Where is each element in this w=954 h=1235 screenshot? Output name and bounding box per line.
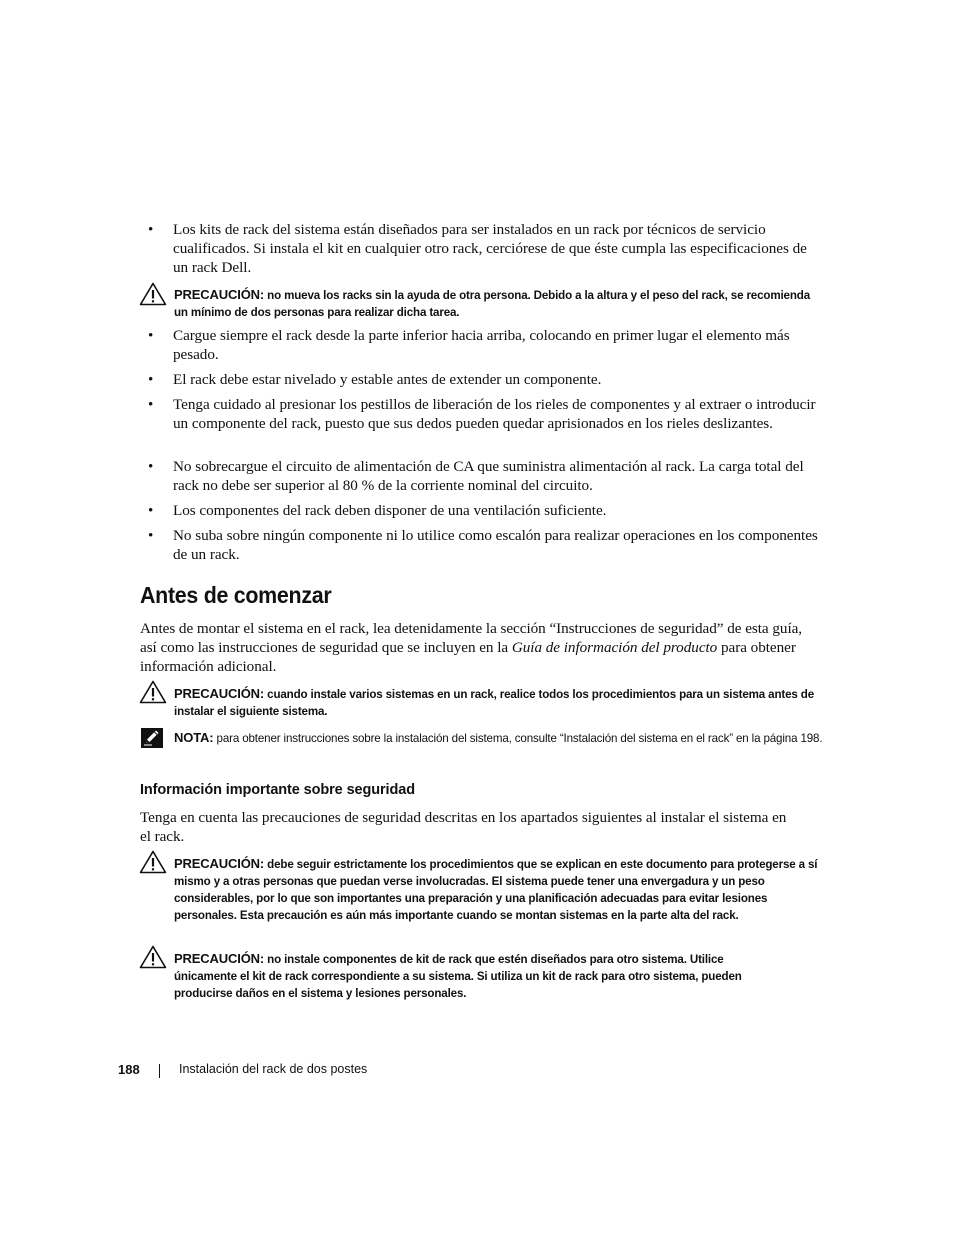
note-pencil-icon	[140, 727, 164, 749]
footer-separator	[159, 1064, 160, 1078]
intro-text: Antes de montar el sistema en el rack, lea detenidamente la sección “Instrucciones de seguridad” de esta guía, así como las instrucciones de seguridad que se incluyen en la	[140, 620, 803, 656]
list-item-text: Los kits de rack del sistema están diseñados para ser instalados en un rack por técnicos de servicio cualificados. Si instala el kit en cualquier otro rack, cerciórese de que éste cumpla las especificaciones de un rack Dell.	[173, 221, 807, 276]
intro-text-end: para obtener información adicional.	[140, 639, 796, 675]
subsection-intro: Tenga en cuenta las precauciones de seguridad descritas en los apartados siguientes al instalar el sistema en el rack.	[140, 809, 787, 845]
list-item	[148, 526, 820, 564]
caution-label: PRECAUCIÓN:	[174, 287, 265, 302]
list-item	[148, 370, 820, 389]
warning-triangle-icon	[139, 850, 167, 874]
bullet-dot: •	[148, 458, 154, 475]
note-text: para obtener instrucciones sobre la instalación del sistema, consulte “Instalación del sistema en el rack” en la página 198.	[216, 732, 823, 745]
bullet-dot: •	[148, 327, 154, 344]
caution-text: no instale componentes de kit de rack que estén diseñados para otro sistema. Utilice únicamente el kit de rack correspondiente a su sistema. Si utiliza un kit de rack para otro sistema, pueden producirse daños en el sistema y lesiones personales.	[174, 953, 742, 1000]
bullet-dot: •	[148, 371, 154, 388]
list-item	[148, 457, 820, 495]
list-item	[148, 326, 820, 364]
list-item-text: No sobrecargue el circuito de alimentación de CA que suministra alimentación al rack. La carga total del rack no debe ser superior al 80 % de la corriente nominal del circuito.	[173, 458, 804, 494]
intro-italic-title: Guía de información del producto	[511, 639, 718, 656]
warning-triangle-icon	[139, 945, 167, 969]
bullet-dot: •	[148, 527, 154, 544]
bullet-dot: •	[148, 221, 154, 238]
section-heading: Antes de comenzar	[140, 582, 332, 608]
list-item-text: No suba sobre ningún componente ni lo utilice como escalón para realizar operaciones en los componentes de un rack.	[173, 527, 818, 563]
list-item-text: Cargue siempre el rack desde la parte inferior hacia arriba, colocando en primer lugar el elemento más pesado.	[173, 327, 790, 363]
warning-triangle-icon	[139, 282, 167, 306]
caution-label: PRECAUCIÓN:	[174, 951, 265, 966]
caution-notice	[174, 855, 824, 924]
list-item-text: Tenga cuidado al presionar los pestillos de liberación de los rieles de componentes y al extraer o introducir un componente del rack, puesto que sus dedos pueden quedar aprisionados en los rieles deslizantes.	[173, 396, 816, 432]
list-item	[148, 501, 820, 520]
caution-notice	[174, 286, 824, 321]
list-item	[148, 395, 820, 433]
caution-label: PRECAUCIÓN:	[174, 856, 265, 871]
note-label: NOTA:	[174, 730, 214, 745]
bullet-dot: •	[148, 502, 154, 519]
page-number: 188	[118, 1062, 140, 1077]
list-item	[148, 220, 820, 277]
warning-triangle-icon	[139, 680, 167, 704]
note-notice	[174, 729, 824, 747]
list-item-text: Los componentes del rack deben disponer de una ventilación suficiente.	[173, 502, 607, 519]
list-item-text: El rack debe estar nivelado y estable antes de extender un componente.	[173, 371, 602, 388]
caution-text: debe seguir estrictamente los procedimientos que se explican en este documento para protegerse a sí mismo y a otras personas que puedan verse involucradas. El sistema puede tener una envergadura y un peso considerables, por lo que son importantes una preparación y una planificación adecuadas para evitar lesiones personales. Esta precaución es aún más importante cuando se montan sistemas en la parte alta del rack.	[174, 858, 818, 922]
subsection-heading: Información importante sobre seguridad	[140, 782, 415, 798]
caution-notice	[174, 950, 764, 1002]
caution-text: cuando instale varios sistemas en un rack, realice todos los procedimientos para un sistema antes de instalar el siguiente sistema.	[174, 688, 815, 718]
bullet-dot: •	[148, 396, 154, 413]
caution-label: PRECAUCIÓN:	[174, 686, 265, 701]
caution-text: no mueva los racks sin la ayuda de otra persona. Debido a la altura y el peso del rack, se recomienda un mínimo de dos personas para realizar dicha tarea.	[174, 289, 811, 319]
section-intro	[140, 619, 820, 676]
footer-chapter-title: Instalación del rack de dos postes	[179, 1062, 368, 1076]
caution-notice	[174, 685, 824, 720]
